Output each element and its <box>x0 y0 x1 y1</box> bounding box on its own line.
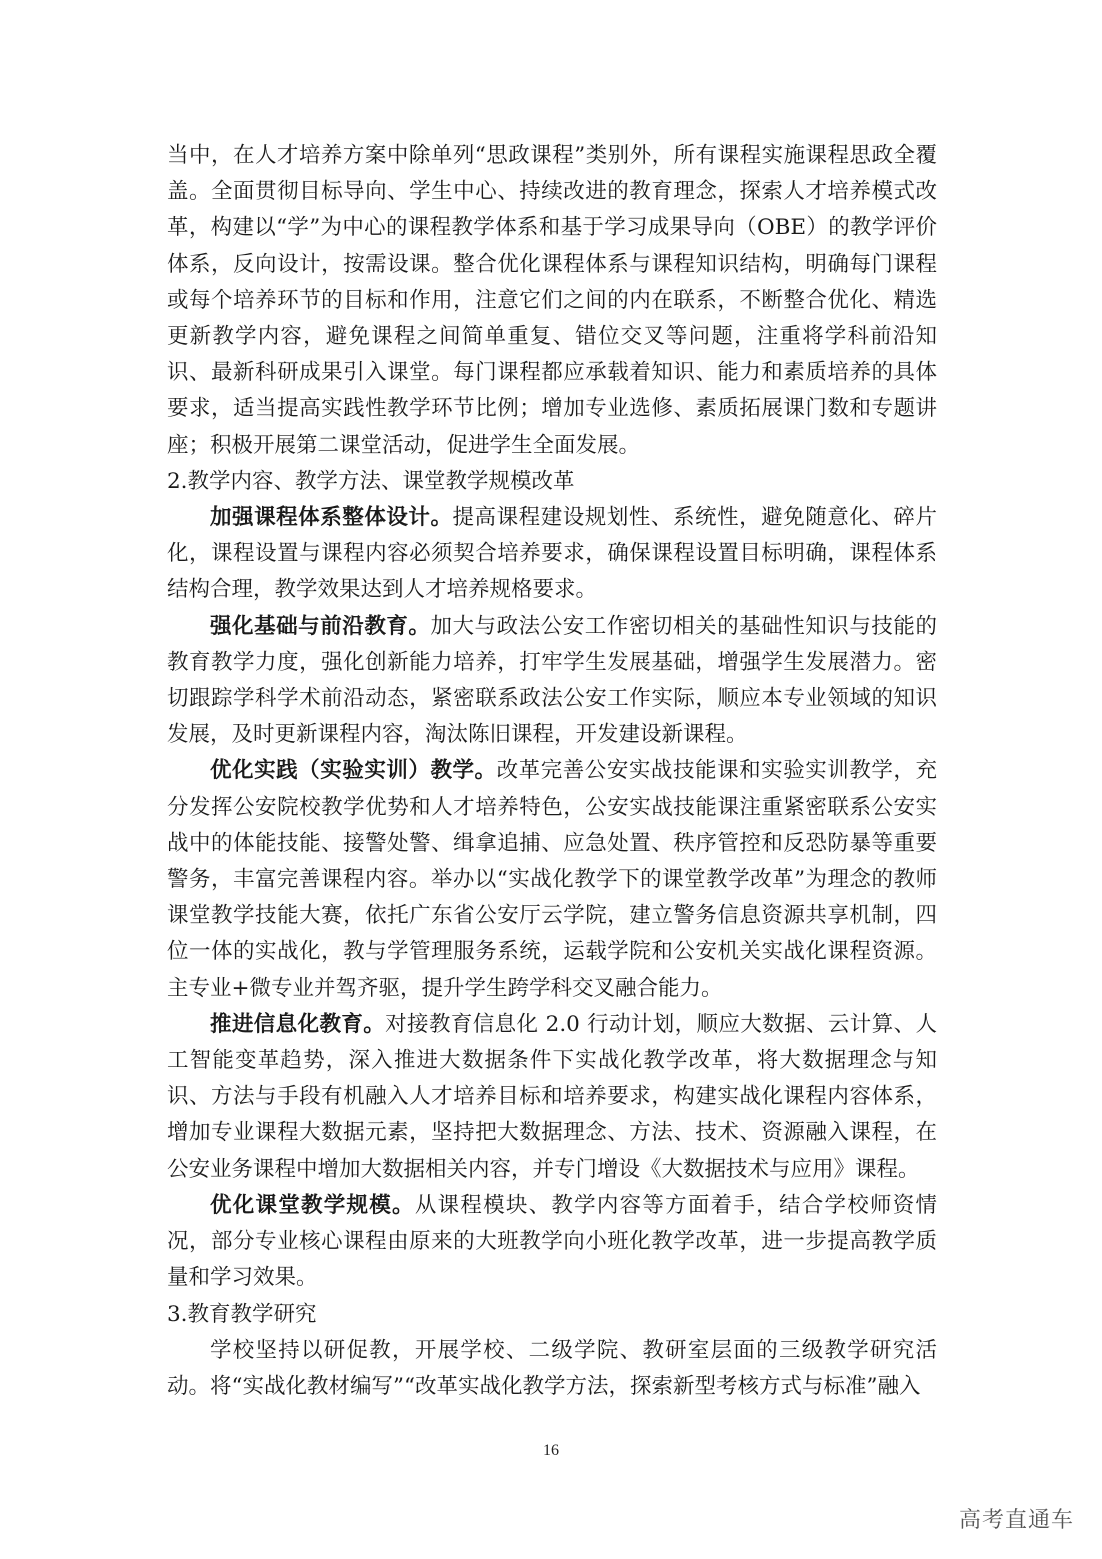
item-lead: 强化基础与前沿教育。 <box>210 613 431 639</box>
section2-item-3 <box>167 753 937 1006</box>
item-lead: 推进信息化教育。 <box>210 1011 386 1037</box>
watermark-text: 高考直通车 <box>958 1508 1074 1533</box>
page-number: 16 <box>543 1442 559 1459</box>
item-lead: 优化实践（实验实训）教学。 <box>210 758 497 784</box>
item-lead: 优化课堂教学规模。 <box>210 1192 415 1218</box>
item-lead: 加强课程体系整体设计。 <box>210 505 453 531</box>
item-body: 对接教育信息化 2.0 行动计划，顺应大数据、云计算、人工智能变革趋势，深入推进大数据条件下实战化教学改革，将大数据理念与知识、方法与手段有机融入人才培养目标和培养要求，构建实战化课程内容体系，增加专业课程大数据元素，坚持把大数据理念、方法、技术、资源融入课程，在公安业务课程中增加大数据相关内容，并专门增设《大数据技术与应用》课程。 <box>167 1011 937 1182</box>
section2-item-1 <box>167 500 937 609</box>
section2-item-2 <box>167 609 937 754</box>
item-body: 提高课程建设规划性、系统性，避免随意化、碎片化，课程设置与课程内容必须契合培养要求，确保课程设置目标明确，课程体系结构合理，教学效果达到人才培养规格要求。 <box>167 505 937 603</box>
item-body: 从课程模块、教学内容等方面着手，结合学校师资情况，部分专业核心课程由原来的大班教学向小班化教学改革，进一步提高教学质量和学习效果。 <box>167 1192 937 1291</box>
section2-item-4 <box>167 1007 937 1188</box>
section3-paragraph: 学校坚持以研促教，开展学校、二级学院、教研室层面的三级教学研究活动。将“实战化教材编写”“改革实战化教学方法，探索新型考核方式与标准”融入 <box>167 1337 937 1399</box>
item-body: 改革完善公安实战技能课和实验实训教学，充分发挥公安院校教学优势和人才培养特色，公安实战技能课注重紧密联系公安实战中的体能技能、接警处警、缉拿追捕、应急处置、秩序管控和反恐防暴等重要警务，丰富完善课程内容。举办以“实战化教学下的课堂教学改革”为理念的教师课堂教学技能大赛，依托广东省公安厅云学院，建立警务信息资源共享机制，四位一体的实战化，教与学管理服务系统，运载学院和公安机关实战化课程资源。主专业+微专业并驾齐驱，提升学生跨学科交叉融合能力。 <box>167 758 937 1001</box>
section2-item-5 <box>167 1188 937 1297</box>
intro-paragraph: 当中，在人才培养方案中除单列“思政课程”类别外，所有课程实施课程思政全覆盖。全面贯彻目标导向、学生中心、持续改进的教育理念，探索人才培养模式改革，构建以“学”为中心的课程教学体系和基于学习成果导向（OBE）的教学评价体系，反向设计，按需设课。整合优化课程体系与课程知识结构，明确每门课程或每个培养环节的目标和作用，注意它们之间的内在联系，不断整合优化、精选更新教学内容，避免课程之间简单重复、错位交叉等问题，注重将学科前沿知识、最新科研成果引入课堂。每门课程都应承载着知识、能力和素质培养的具体要求，适当提高实践性教学环节比例；增加专业选修、素质拓展课门数和专题讲座；积极开展第二课堂活动，促进学生全面发展。 <box>167 143 937 458</box>
section-heading-3: 3.教育教学研究 <box>167 1301 317 1327</box>
section-heading-2: 2.教学内容、教学方法、课堂教学规模改革 <box>167 468 575 494</box>
document-body <box>167 138 937 1405</box>
item-body: 加大与政法公安工作密切相关的基础性知识与技能的教育教学力度，强化创新能力培养，打牢学生发展基础，增强学生发展潜力。密切跟踪学科学术前沿动态，紧密联系政法公安工作实际，顺应本专业领域的知识发展，及时更新课程内容，淘汰陈旧课程，开发建设新课程。 <box>167 613 937 748</box>
